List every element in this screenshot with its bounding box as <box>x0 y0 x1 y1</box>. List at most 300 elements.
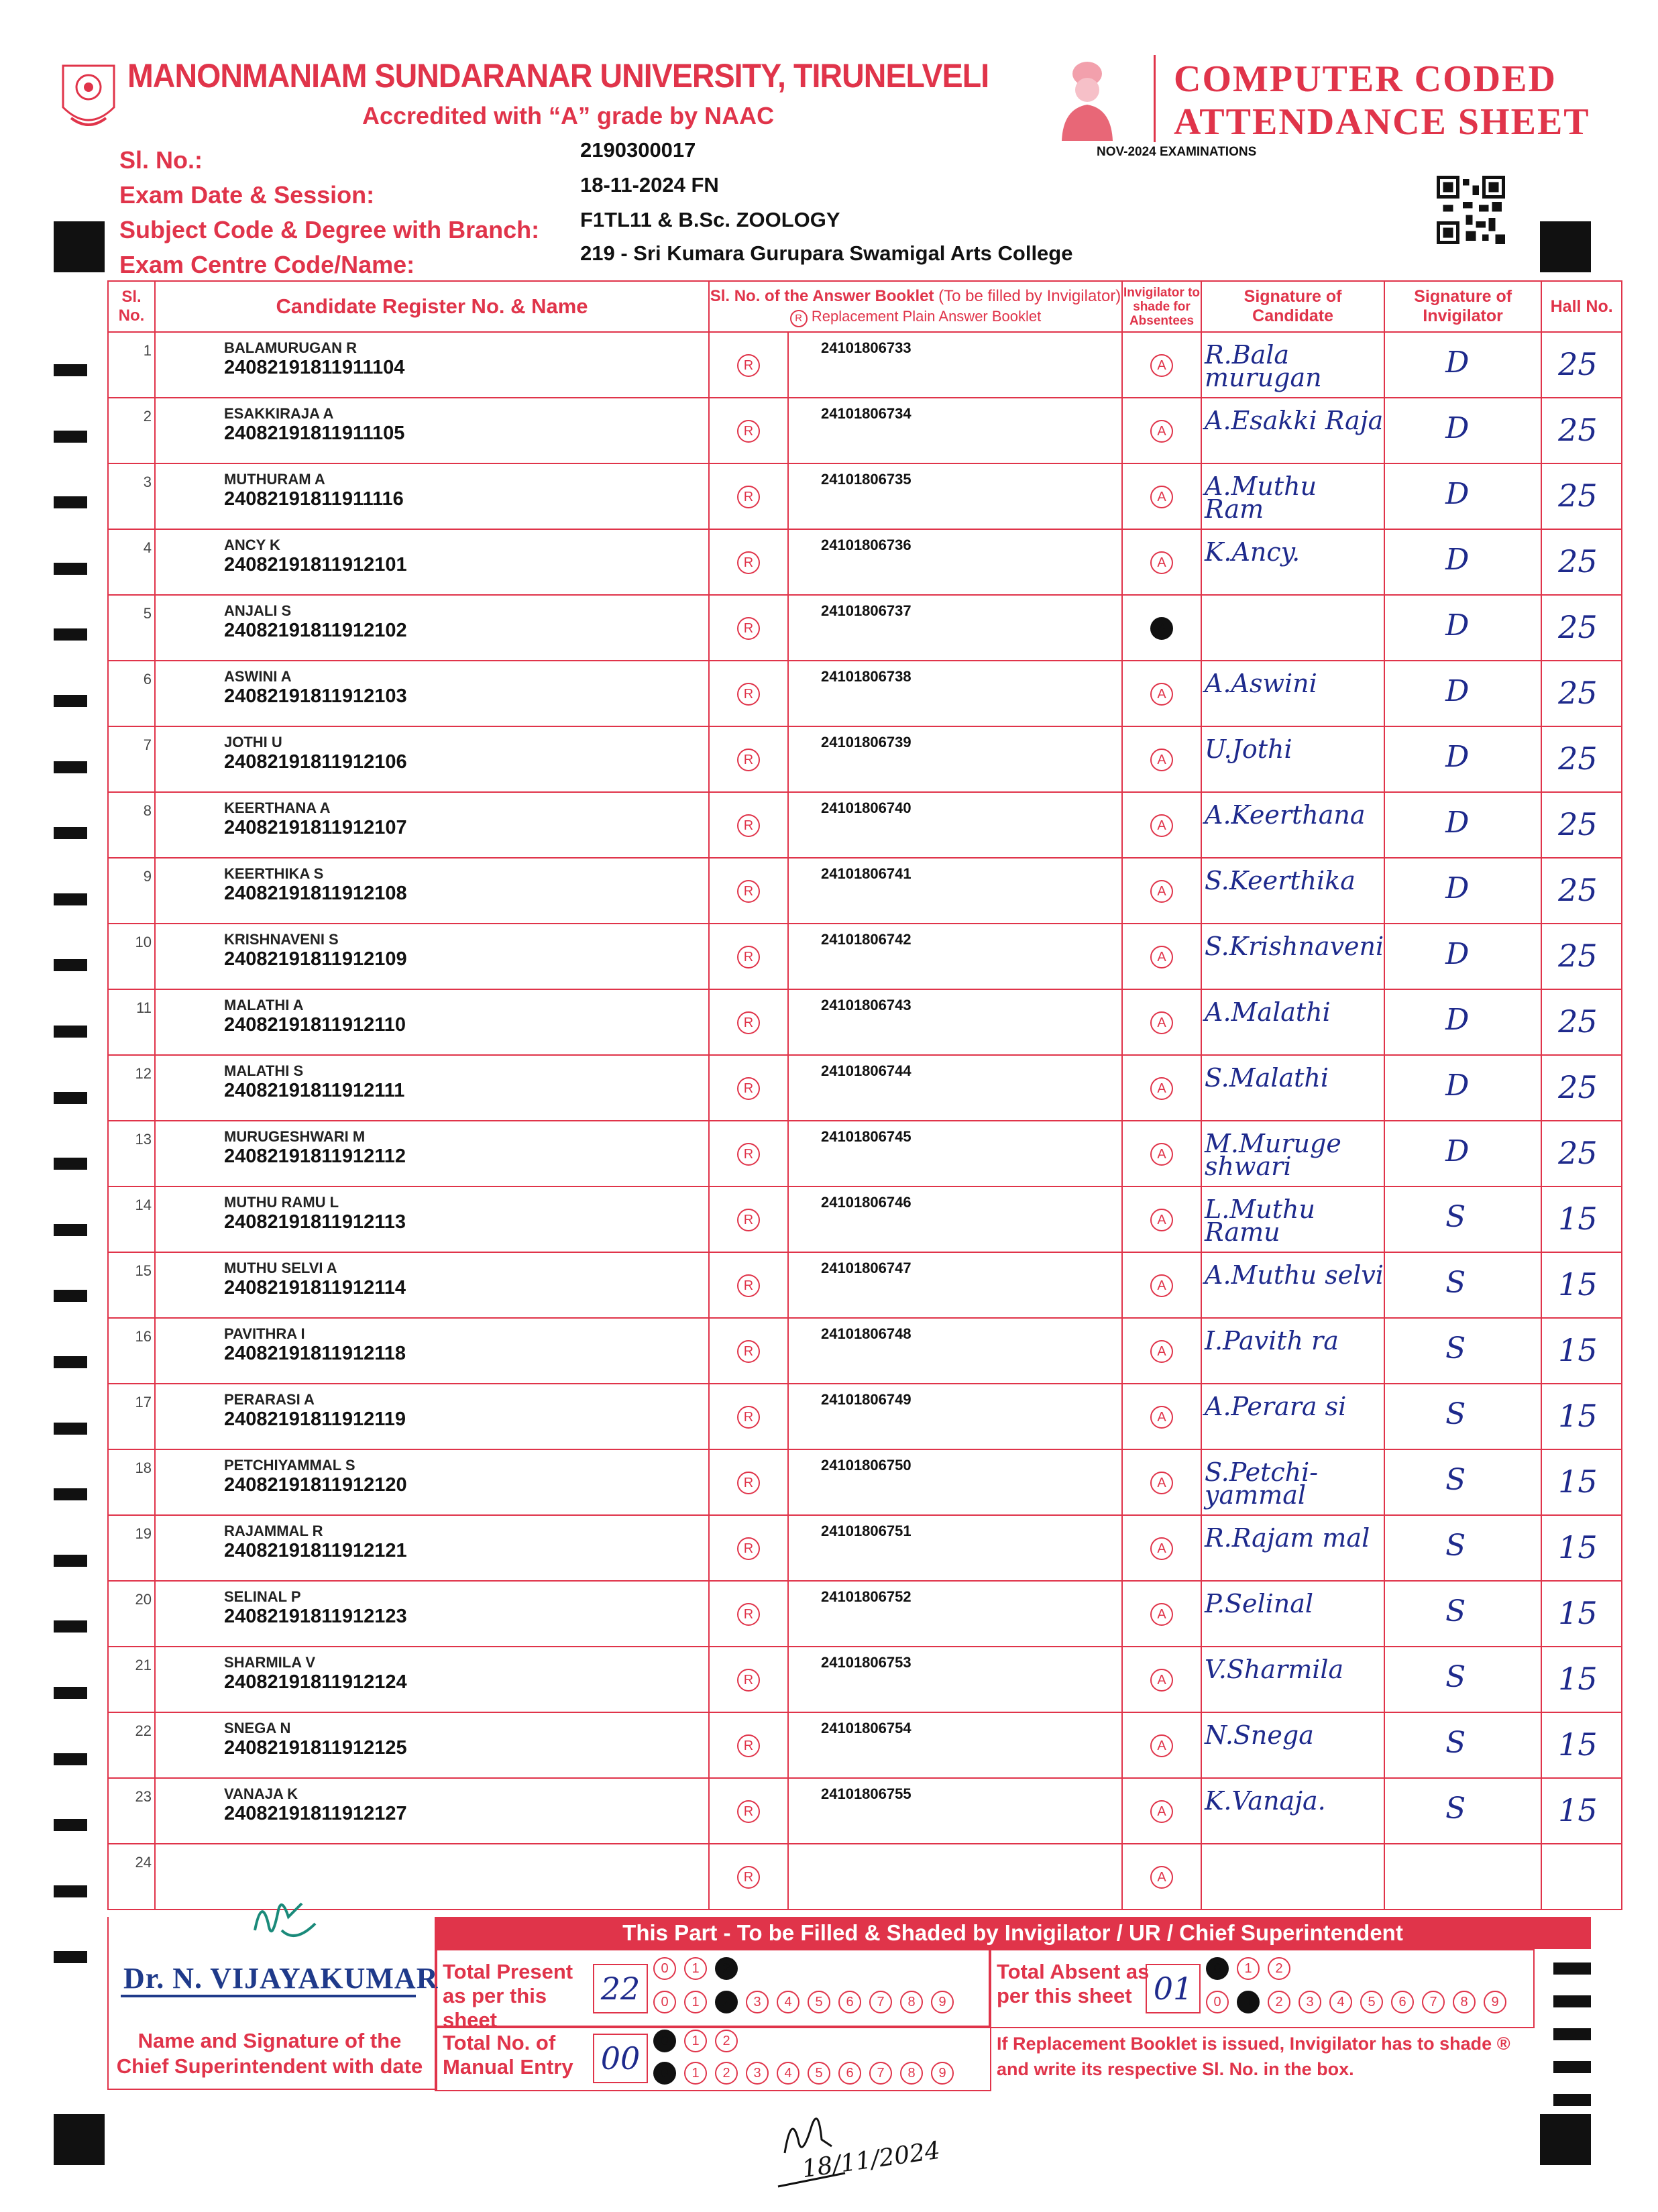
total-present-value: 22 <box>593 1964 648 2013</box>
row-sl <box>108 398 155 463</box>
sl-no-value: 2190300017 <box>580 138 696 162</box>
row-candidate-signature <box>1201 1252 1384 1318</box>
row-hall <box>1541 924 1622 989</box>
digit-bubble[interactable]: 8 <box>1453 1991 1476 2013</box>
header-divider <box>1154 55 1156 142</box>
row-sl-text: 4 <box>143 539 152 556</box>
candidate-reg-no: 24082191811912125 <box>224 1737 407 1759</box>
digit-bubble[interactable]: 0 <box>653 2030 676 2052</box>
timing-mark <box>54 221 105 272</box>
row-candidate-signature <box>1201 1121 1384 1186</box>
row-replacement <box>709 1384 788 1449</box>
candidate-reg-no: 24082191811912118 <box>224 1343 406 1364</box>
candidate-name: PAVITHRA I <box>224 1325 305 1342</box>
timing-mark <box>54 959 87 971</box>
absent-bubble[interactable]: A <box>1150 1472 1173 1494</box>
timing-mark <box>54 1224 87 1236</box>
row-sl <box>108 726 155 792</box>
digit-bubble[interactable]: 9 <box>931 2062 954 2085</box>
absent-bubble[interactable]: A <box>1150 1011 1173 1034</box>
table-row <box>108 1581 1622 1647</box>
digit-bubble[interactable]: 2 <box>715 1991 738 2013</box>
absent-bubble[interactable]: A <box>1150 420 1173 443</box>
row-booklet <box>788 1647 1122 1712</box>
row-candidate-signature <box>1201 1055 1384 1121</box>
hall-no: 25 <box>1558 675 1598 711</box>
absent-bubble[interactable]: A <box>1150 1669 1173 1692</box>
booklet-no: 24101806754 <box>821 1720 911 1736</box>
digit-bubble[interactable]: 0 <box>1206 1991 1229 2013</box>
row-replacement <box>709 1055 788 1121</box>
digit-bubble[interactable]: 1 <box>684 1991 707 2013</box>
booklet-no: 24101806737 <box>821 602 911 619</box>
replacement-bubble[interactable]: R <box>737 1274 760 1297</box>
booklet-no: 24101806738 <box>821 668 911 685</box>
row-sl <box>108 463 155 529</box>
digit-bubble[interactable]: 2 <box>715 2030 738 2052</box>
row-booklet <box>788 1252 1122 1318</box>
candidate-reg-no: 24082191811912119 <box>224 1408 406 1430</box>
replacement-bubble[interactable]: R <box>737 1537 760 1560</box>
digit-bubble[interactable]: 0 <box>1206 1957 1229 1980</box>
exam-date-value: 18-11-2024 FN <box>580 173 719 197</box>
manual-units-row[interactable] <box>653 2062 962 2085</box>
absent-bubble[interactable]: A <box>1150 880 1173 903</box>
booklet-no: 24101806746 <box>821 1194 911 1211</box>
absent-units-row[interactable] <box>1206 1991 1514 2013</box>
row-sl <box>108 1581 155 1647</box>
table-row <box>108 858 1622 924</box>
digit-bubble[interactable]: 6 <box>1391 1991 1414 2013</box>
row-hall <box>1541 1844 1622 1910</box>
candidate-name: ANJALI S <box>224 602 292 619</box>
digit-bubble[interactable]: 4 <box>777 1991 799 2013</box>
candidate-reg-no: 24082191811911116 <box>224 488 404 510</box>
invigilator-signature: D <box>1445 1003 1470 1037</box>
booklet-no: 24101806734 <box>821 405 911 422</box>
replacement-bubble[interactable]: R <box>737 1472 760 1494</box>
digit-bubble[interactable]: 4 <box>1329 1991 1352 2013</box>
booklet-no: 24101806751 <box>821 1523 911 1539</box>
digit-bubble[interactable]: 2 <box>715 1957 738 1980</box>
header-booklet-note: (To be filled by Invigilator) <box>938 286 1121 305</box>
present-tens-row[interactable] <box>653 1957 746 1980</box>
row-sl <box>108 1844 155 1910</box>
row-booklet <box>788 1778 1122 1844</box>
absent-bubble[interactable]: A <box>1150 1077 1173 1100</box>
replacement-bubble[interactable]: R <box>737 946 760 969</box>
candidate-reg-no: 24082191811912114 <box>224 1277 406 1298</box>
absent-bubble[interactable]: A <box>1150 1800 1173 1823</box>
header-booklet-main: Sl. No. of the Answer Booklet <box>710 286 934 305</box>
digit-bubble[interactable]: 1 <box>684 1957 707 1980</box>
digit-bubble[interactable]: 5 <box>808 2062 830 2085</box>
manual-tens-row[interactable] <box>653 2030 746 2052</box>
invigilator-signature: S <box>1445 1397 1466 1431</box>
absent-bubble[interactable]: A <box>1150 1866 1173 1889</box>
absent-bubble[interactable]: A <box>1150 1143 1173 1166</box>
digit-bubble[interactable]: 9 <box>931 1991 954 2013</box>
digit-bubble[interactable]: 8 <box>900 2062 923 2085</box>
digit-bubble[interactable]: 2 <box>1268 1991 1290 2013</box>
row-booklet <box>788 792 1122 858</box>
invigilator-signature: S <box>1445 1791 1466 1826</box>
digit-bubble[interactable]: 6 <box>838 1991 861 2013</box>
timing-mark <box>54 2114 105 2165</box>
row-invigilator-signature <box>1384 1449 1541 1515</box>
row-absent <box>1122 1121 1201 1186</box>
digit-bubble[interactable]: 3 <box>746 2062 769 2085</box>
absent-bubble[interactable]: A <box>1150 354 1173 377</box>
replacement-bubble[interactable]: R <box>737 1209 760 1231</box>
row-sl <box>108 1186 155 1252</box>
bottom-date: 18/11/2024 <box>800 2136 942 2184</box>
digit-bubble[interactable]: 7 <box>869 1991 892 2013</box>
digit-bubble[interactable]: 2 <box>715 2062 738 2085</box>
hall-no: 25 <box>1558 872 1598 908</box>
invigilator-signature: S <box>1445 1463 1466 1497</box>
digit-bubble[interactable]: 5 <box>1360 1991 1383 2013</box>
row-absent <box>1122 661 1201 726</box>
timing-mark <box>54 695 87 707</box>
row-sl-text: 2 <box>143 408 152 425</box>
header-replacement: Replacement Plain Answer Booklet <box>811 307 1042 325</box>
row-invigilator-signature <box>1384 1318 1541 1384</box>
hall-no: 25 <box>1558 543 1598 579</box>
replacement-bubble[interactable]: R <box>737 1143 760 1166</box>
digit-bubble[interactable]: 5 <box>808 1991 830 2013</box>
candidate-signature: A.Muthu Ram <box>1205 472 1317 524</box>
candidate-signature: K.Ancy. <box>1205 537 1301 567</box>
header-replacement-bubble: R <box>790 310 808 327</box>
timing-mark <box>1540 221 1591 272</box>
candidate-signature: S.Krishnaveni <box>1205 932 1384 961</box>
row-sl-text: 10 <box>135 934 152 950</box>
candidate-signature: A.Malathi <box>1205 997 1331 1027</box>
absent-bubble[interactable]: A <box>1150 1734 1173 1757</box>
candidate-signature: A.Aswini <box>1205 669 1317 698</box>
candidate-reg-no: 24082191811912102 <box>224 620 407 641</box>
row-hall <box>1541 595 1622 661</box>
row-absent <box>1122 1252 1201 1318</box>
candidate-signature: A.Keerthana <box>1205 800 1366 830</box>
title-line-2: ATTENDANCE SHEET <box>1174 101 1590 143</box>
hall-no: 25 <box>1558 1069 1598 1105</box>
digit-bubble[interactable]: 7 <box>869 2062 892 2085</box>
row-candidate <box>155 1778 709 1844</box>
replacement-bubble[interactable]: R <box>737 880 760 903</box>
row-invigilator-signature <box>1384 1581 1541 1647</box>
replacement-bubble[interactable]: R <box>737 749 760 771</box>
digit-bubble[interactable]: 8 <box>900 1991 923 2013</box>
table-row <box>108 1318 1622 1384</box>
digit-bubble[interactable]: 6 <box>838 2062 861 2085</box>
row-absent <box>1122 1384 1201 1449</box>
timing-mark <box>54 1092 87 1104</box>
booklet-no: 24101806742 <box>821 931 911 948</box>
row-invigilator-signature <box>1384 1515 1541 1581</box>
row-replacement <box>709 595 788 661</box>
absent-bubble[interactable]: A <box>1150 1603 1173 1626</box>
table-row <box>108 924 1622 989</box>
row-sl <box>108 1449 155 1515</box>
row-replacement <box>709 529 788 595</box>
booklet-no: 24101806750 <box>821 1457 911 1474</box>
row-invigilator-signature <box>1384 1647 1541 1712</box>
chief-label: Name and Signature of the Chief Superintendent with date <box>116 2029 423 2078</box>
replacement-bubble[interactable]: R <box>737 1800 760 1823</box>
invigilator-signature: S <box>1445 1726 1466 1760</box>
hall-no: 25 <box>1558 478 1598 514</box>
row-candidate-signature <box>1201 1647 1384 1712</box>
total-absent-label: Total Absent as per this sheet <box>997 1960 1150 2007</box>
row-booklet <box>788 1844 1122 1910</box>
digit-bubble[interactable]: 1 <box>684 2062 707 2085</box>
header-sig-candidate: Signature of Candidate <box>1201 281 1384 332</box>
digit-bubble[interactable]: 3 <box>1298 1991 1321 2013</box>
header-sig-invigilator: Signature of Invigilator <box>1384 281 1541 332</box>
absent-tens-row[interactable] <box>1206 1957 1298 1980</box>
replacement-bubble[interactable]: R <box>737 1603 760 1626</box>
candidate-name: MUTHU RAMU L <box>224 1194 339 1211</box>
digit-bubble[interactable]: 4 <box>777 2062 799 2085</box>
row-replacement <box>709 1778 788 1844</box>
absent-bubble[interactable]: A <box>1150 1537 1173 1560</box>
hall-no: 25 <box>1558 938 1598 974</box>
table-row <box>108 1712 1622 1778</box>
row-booklet <box>788 1449 1122 1515</box>
candidate-reg-no: 24082191811912124 <box>224 1671 407 1693</box>
row-replacement <box>709 858 788 924</box>
digit-bubble[interactable]: 1 <box>1237 1957 1260 1980</box>
timing-mark <box>54 1620 87 1633</box>
booklet-no: 24101806736 <box>821 537 911 553</box>
row-invigilator-signature <box>1384 1186 1541 1252</box>
row-booklet <box>788 595 1122 661</box>
replacement-bubble[interactable]: R <box>737 1866 760 1889</box>
hall-no: 15 <box>1558 1463 1598 1500</box>
digit-bubble[interactable]: 0 <box>653 1957 676 1980</box>
replacement-bubble[interactable]: R <box>737 420 760 443</box>
table-row <box>108 529 1622 595</box>
invigilator-signature: S <box>1445 1266 1466 1300</box>
replacement-bubble[interactable]: R <box>737 1077 760 1100</box>
subject-code-value: F1TL11 & B.Sc. ZOOLOGY <box>580 208 840 231</box>
digit-bubble[interactable]: 0 <box>653 1991 676 2013</box>
digit-bubble[interactable]: 9 <box>1484 1991 1506 2013</box>
row-replacement <box>709 1647 788 1712</box>
invigilator-signature: D <box>1445 608 1470 643</box>
row-candidate-signature <box>1201 1318 1384 1384</box>
row-absent <box>1122 792 1201 858</box>
absent-bubble[interactable]: A <box>1150 1340 1173 1363</box>
timing-mark <box>54 761 87 773</box>
replacement-note: If Replacement Booklet is issued, Invigilator has to shade ® and write its respective Sl. No. in the box. <box>997 2034 1510 2079</box>
candidate-signature: K.Vanaja. <box>1205 1786 1326 1816</box>
row-hall <box>1541 1318 1622 1384</box>
row-booklet <box>788 1712 1122 1778</box>
absent-bubble[interactable]: A <box>1150 1406 1173 1429</box>
replacement-bubble[interactable]: R <box>737 683 760 706</box>
absent-bubble[interactable]: A <box>1150 946 1173 969</box>
booklet-no: 24101806735 <box>821 471 911 488</box>
replacement-bubble[interactable]: R <box>737 1340 760 1363</box>
row-replacement <box>709 1515 788 1581</box>
digit-bubble[interactable]: 1 <box>684 2030 707 2052</box>
candidate-signature: U.Jothi <box>1205 734 1292 764</box>
candidate-name: MURUGESHWARI M <box>224 1128 366 1145</box>
row-candidate-signature <box>1201 1581 1384 1647</box>
present-units-row[interactable] <box>653 1991 962 2013</box>
replacement-bubble[interactable]: R <box>737 551 760 574</box>
row-replacement <box>709 398 788 463</box>
row-sl-text: 11 <box>136 999 152 1016</box>
absent-bubble[interactable]: A <box>1150 486 1173 508</box>
row-sl <box>108 1778 155 1844</box>
candidate-reg-no: 24082191811911104 <box>224 357 405 378</box>
row-hall <box>1541 858 1622 924</box>
row-sl-text: 16 <box>135 1328 152 1345</box>
candidate-signature: A.Perara si <box>1205 1392 1347 1421</box>
row-sl <box>108 529 155 595</box>
candidate-reg-no: 24082191811912108 <box>224 883 407 904</box>
row-replacement <box>709 463 788 529</box>
timing-mark <box>54 893 87 905</box>
timing-mark <box>54 364 87 376</box>
total-present-label: Total Present as per this sheet <box>443 1960 573 2032</box>
replacement-bubble[interactable]: R <box>737 486 760 508</box>
hall-no: 25 <box>1558 412 1598 448</box>
row-absent <box>1122 1844 1201 1910</box>
row-booklet <box>788 858 1122 924</box>
header-candidate: Candidate Register No. & Name <box>155 281 709 332</box>
digit-bubble[interactable]: 0 <box>653 2062 676 2085</box>
row-sl-text: 19 <box>135 1525 152 1542</box>
candidate-reg-no: 24082191811912109 <box>224 948 407 970</box>
row-sl-text: 20 <box>135 1591 152 1608</box>
absent-bubble[interactable]: A <box>1150 1209 1173 1231</box>
row-replacement <box>709 726 788 792</box>
row-candidate <box>155 1186 709 1252</box>
table-row <box>108 1647 1622 1712</box>
absent-bubble[interactable]: A <box>1150 814 1173 837</box>
candidate-reg-no: 24082191811912123 <box>224 1606 407 1627</box>
row-replacement <box>709 924 788 989</box>
row-sl <box>108 1384 155 1449</box>
replacement-bubble[interactable]: R <box>737 1669 760 1692</box>
university-logo <box>58 60 119 135</box>
row-hall <box>1541 1581 1622 1647</box>
header-sl: Sl. No. <box>108 281 155 332</box>
row-candidate-signature <box>1201 924 1384 989</box>
absent-bubble[interactable]: A <box>1150 1274 1173 1297</box>
table-row <box>108 398 1622 463</box>
digit-bubble[interactable]: 3 <box>746 1991 769 2013</box>
row-candidate <box>155 1318 709 1384</box>
table-row <box>108 1055 1622 1121</box>
row-sl <box>108 1055 155 1121</box>
timing-mark <box>54 431 87 443</box>
replacement-bubble[interactable]: R <box>737 1406 760 1429</box>
row-booklet <box>788 989 1122 1055</box>
candidate-name: ASWINI A <box>224 668 292 685</box>
candidate-name: KEERTHANA A <box>224 799 331 816</box>
row-sl <box>108 989 155 1055</box>
row-candidate <box>155 858 709 924</box>
title-line-1: COMPUTER CODED <box>1174 58 1557 100</box>
row-booklet <box>788 1581 1122 1647</box>
row-replacement <box>709 1844 788 1910</box>
candidate-reg-no: 24082191811912106 <box>224 751 407 773</box>
row-invigilator-signature <box>1384 1712 1541 1778</box>
absent-bubble[interactable]: A <box>1150 617 1173 640</box>
replacement-bubble[interactable]: R <box>737 814 760 837</box>
row-booklet <box>788 661 1122 726</box>
booklet-no: 24101806733 <box>821 339 911 356</box>
candidate-reg-no: 24082191811912107 <box>224 817 407 838</box>
row-sl <box>108 1712 155 1778</box>
row-invigilator-signature <box>1384 989 1541 1055</box>
row-booklet <box>788 332 1122 398</box>
row-absent <box>1122 924 1201 989</box>
row-replacement <box>709 1121 788 1186</box>
booklet-no: 24101806755 <box>821 1785 911 1802</box>
timing-mark <box>54 628 87 641</box>
booklet-no: 24101806749 <box>821 1391 911 1408</box>
row-hall <box>1541 1252 1622 1318</box>
table-row <box>108 1252 1622 1318</box>
invigilator-signature: D <box>1445 411 1470 445</box>
replacement-bubble[interactable]: R <box>737 617 760 640</box>
candidate-signature: S.Petchi-yammal <box>1205 1457 1319 1510</box>
timing-mark <box>54 1753 87 1765</box>
replacement-bubble[interactable]: R <box>737 1734 760 1757</box>
row-booklet <box>788 1384 1122 1449</box>
absent-bubble[interactable]: A <box>1150 551 1173 574</box>
row-candidate-signature <box>1201 1515 1384 1581</box>
digit-bubble[interactable]: 2 <box>1268 1957 1290 1980</box>
candidate-signature: M.Muruge shwari <box>1205 1129 1341 1181</box>
row-candidate-signature <box>1201 398 1384 463</box>
candidate-reg-no: 24082191811912112 <box>224 1146 406 1167</box>
replacement-bubble[interactable]: R <box>737 1011 760 1034</box>
absent-bubble[interactable]: A <box>1150 749 1173 771</box>
row-sl <box>108 1121 155 1186</box>
absent-bubble[interactable]: A <box>1150 683 1173 706</box>
row-candidate-signature <box>1201 463 1384 529</box>
qr-code <box>1437 176 1505 244</box>
timing-mark <box>54 1951 87 1963</box>
timing-mark <box>54 1555 87 1567</box>
digit-bubble[interactable]: 1 <box>1237 1991 1260 2013</box>
row-candidate <box>155 1449 709 1515</box>
table-row <box>108 1449 1622 1515</box>
replacement-bubble[interactable]: R <box>737 354 760 377</box>
booklet-no: 24101806748 <box>821 1325 911 1342</box>
row-invigilator-signature <box>1384 1252 1541 1318</box>
digit-bubble[interactable]: 7 <box>1422 1991 1445 2013</box>
row-invigilator-signature <box>1384 1844 1541 1910</box>
invigilator-signature: S <box>1445 1200 1466 1234</box>
hall-no: 15 <box>1558 1529 1598 1565</box>
booklet-no: 24101806747 <box>821 1260 911 1276</box>
row-candidate <box>155 661 709 726</box>
row-sl-text: 18 <box>135 1459 152 1476</box>
row-candidate-signature <box>1201 332 1384 398</box>
timing-mark <box>54 1290 87 1302</box>
row-hall <box>1541 1121 1622 1186</box>
row-booklet <box>788 1121 1122 1186</box>
